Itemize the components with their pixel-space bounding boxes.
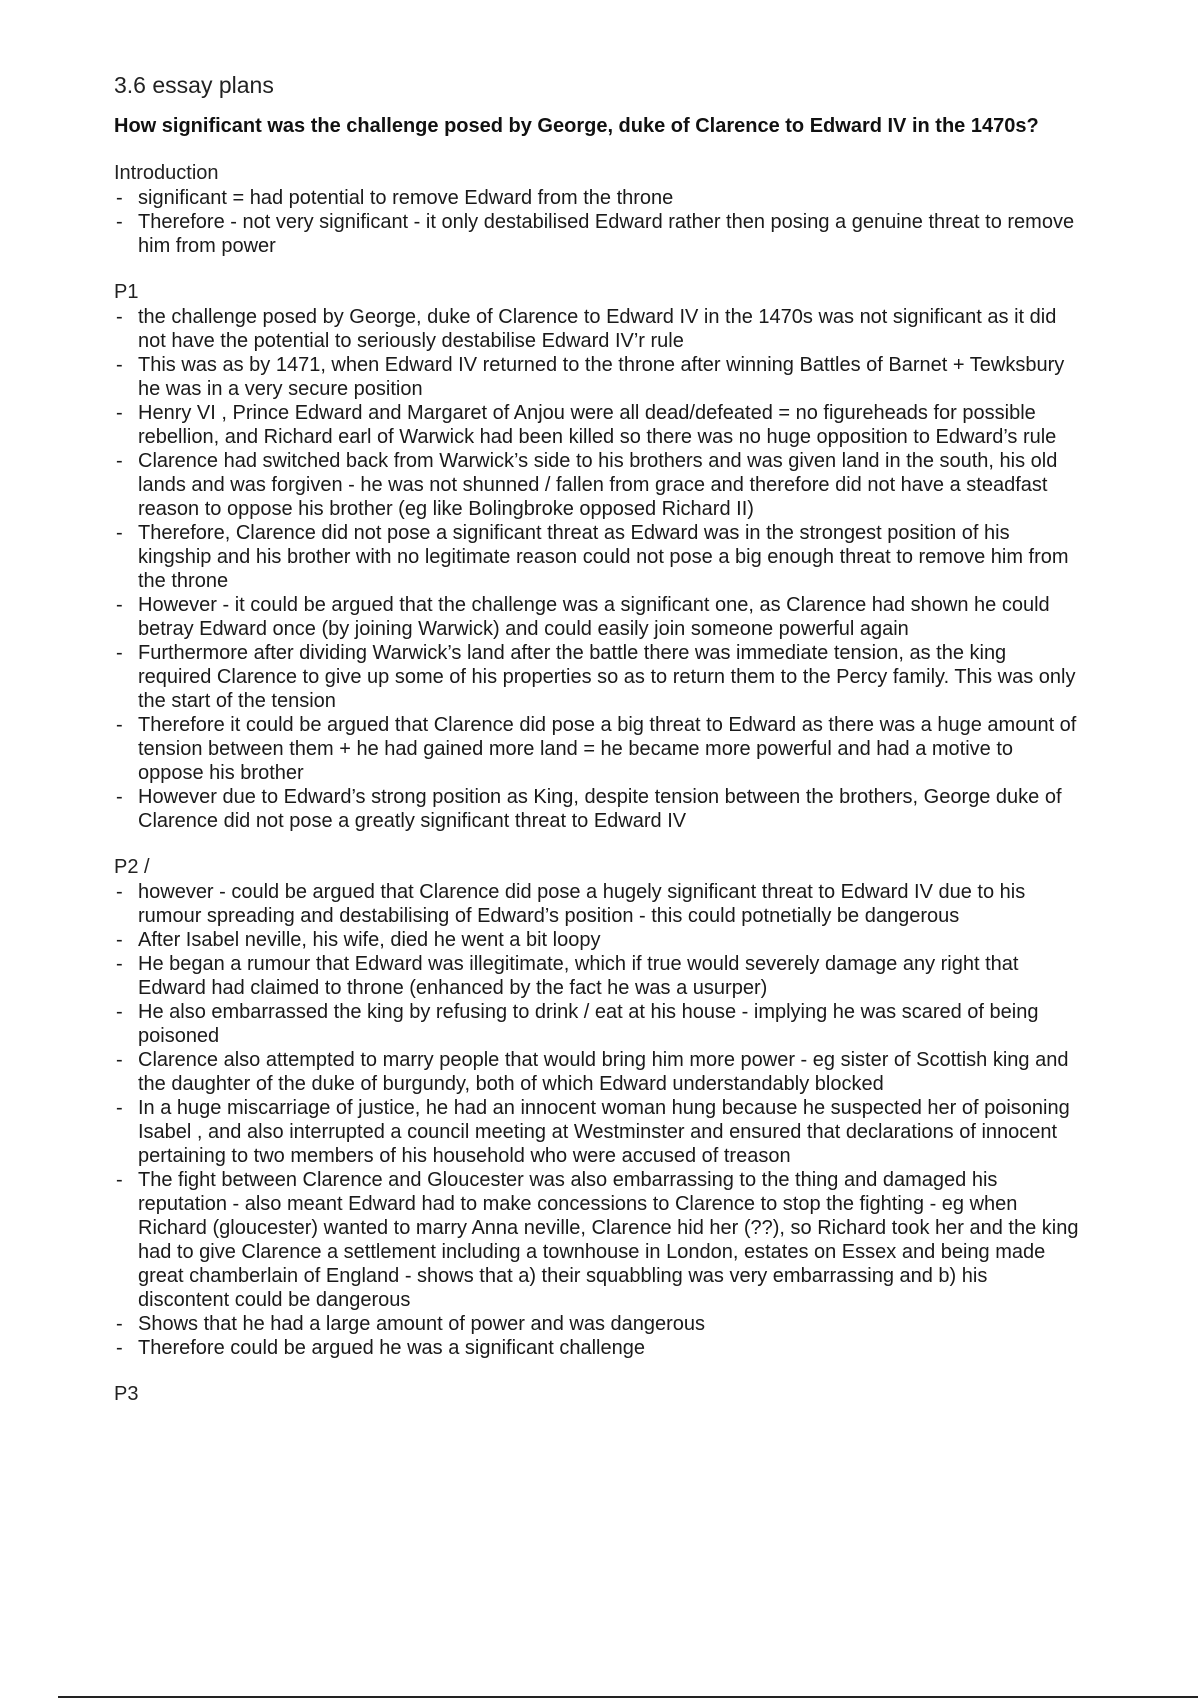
bullet-item: [114, 1312, 1084, 1336]
essay-sections: [114, 161, 1084, 1407]
bullet-text: After Isabel neville, his wife, died he went a bit loopy: [138, 929, 601, 951]
bullet-dash-icon: -: [116, 929, 123, 951]
bullet-list: [114, 186, 1084, 258]
bullet-text: however - could be argued that Clarence did pose a hugely significant threat to Edward IV due to his rumour spreading and destabilising of Edward’s position - this could potnetially be dangerous: [138, 881, 1026, 927]
bullet-text: Therefore, Clarence did not pose a significant threat as Edward was in the strongest position of his kingship and his brother with no legitimate reason could not pose a big enough threat to remove him from the throne: [138, 522, 1069, 592]
section-heading: P3: [114, 1383, 139, 1405]
bullet-dash-icon: -: [116, 450, 123, 472]
bullet-dash-icon: -: [116, 881, 123, 903]
bullet-item: [114, 401, 1084, 449]
bullet-dash-icon: -: [116, 354, 123, 376]
bullet-item: [114, 593, 1084, 641]
essay-question: How significant was the challenge posed by George, duke of Clarence to Edward IV in the 1470s?: [114, 115, 1039, 137]
footer-divider: [58, 1696, 1198, 1698]
bullet-item: [114, 521, 1084, 593]
bullet-dash-icon: -: [116, 306, 123, 328]
bullet-item: [114, 305, 1084, 353]
bullet-item: [114, 880, 1084, 928]
bullet-dash-icon: -: [116, 1313, 123, 1335]
bullet-text: This was as by 1471, when Edward IV returned to the throne after winning Battles of Barnet + Tewksbury he was in a very secure position: [138, 354, 1065, 400]
bullet-list: [114, 305, 1084, 833]
bullet-item: [114, 353, 1084, 401]
bullet-dash-icon: -: [116, 1001, 123, 1023]
bullet-text: The fight between Clarence and Gloucester was also embarrassing to the thing and damaged his reputation - also meant Edward had to make concessions to Clarence to stop the fighting - eg when Richard (gloucester) wanted to marry Anna neville, Clarence hid her (??), so Richard took her and the king had to give Clarence a settlement including a townhouse in London, estates on Essex and being made great chamberlain of England - shows that a) their squabbling was very embarrassing and b) his discontent could be dangerous: [138, 1169, 1079, 1311]
bullet-item: [114, 210, 1084, 258]
bullet-text: Therefore it could be argued that Clarence did pose a big threat to Edward as there was a huge amount of tension between them + he had gained more land = he became more powerful and had a motive to oppose his brother: [138, 714, 1077, 784]
bullet-text: In a huge miscarriage of justice, he had an innocent woman hung because he suspected her of poisoning Isabel , and also interrupted a council meeting at Westminster and ensured that declarations of innocent pertaining to two members of his household who were accused of treason: [138, 1097, 1070, 1167]
bullet-dash-icon: -: [116, 953, 123, 975]
bullet-item: [114, 952, 1084, 1000]
bullet-item: [114, 1048, 1084, 1096]
bullet-item: [114, 1168, 1084, 1312]
bullet-dash-icon: -: [116, 594, 123, 616]
essay-section: [114, 280, 1084, 833]
bullet-dash-icon: -: [116, 187, 123, 209]
bullet-item: [114, 186, 1084, 210]
bullet-list: [114, 880, 1084, 1360]
essay-section: [114, 161, 1084, 258]
bullet-text: However due to Edward’s strong position as King, despite tension between the brothers, George duke of Clarence did not pose a greatly significant threat to Edward IV: [138, 786, 1062, 832]
bullet-dash-icon: -: [116, 714, 123, 736]
document-body: [114, 70, 1084, 1429]
essay-section: [114, 1382, 1084, 1407]
bullet-item: [114, 785, 1084, 833]
bullet-dash-icon: -: [116, 1049, 123, 1071]
bullet-dash-icon: -: [116, 1169, 123, 1191]
bullet-text: Therefore could be argued he was a significant challenge: [138, 1337, 645, 1359]
bullet-text: significant = had potential to remove Edward from the throne: [138, 187, 674, 209]
section-heading: P2 /: [114, 856, 150, 878]
bullet-item: [114, 1336, 1084, 1360]
bullet-dash-icon: -: [116, 211, 123, 233]
bullet-text: Shows that he had a large amount of power and was dangerous: [138, 1313, 706, 1335]
bullet-text: Therefore - not very significant - it only destabilised Edward rather then posing a genuine threat to remove him from power: [138, 211, 1075, 257]
bullet-text: Clarence also attempted to marry people that would bring him more power - eg sister of Scottish king and the daughter of the duke of burgundy, both of which Edward understandably blocked: [138, 1049, 1069, 1095]
bullet-dash-icon: -: [116, 642, 123, 664]
bullet-dash-icon: -: [116, 522, 123, 544]
bullet-text: He also embarrassed the king by refusing to drink / eat at his house - implying he was scared of being poisoned: [138, 1001, 1039, 1047]
document-title: 3.6 essay plans: [114, 72, 274, 98]
bullet-text: the challenge posed by George, duke of Clarence to Edward IV in the 1470s was not significant as it did not have the potential to seriously destabilise Edward IV’r rule: [138, 306, 1057, 352]
bullet-dash-icon: -: [116, 1337, 123, 1359]
bullet-item: [114, 1096, 1084, 1168]
bullet-item: [114, 928, 1084, 952]
bullet-text: Clarence had switched back from Warwick’s side to his brothers and was given land in the south, his old lands and was forgiven - he was not shunned / fallen from grace and therefore did not have a steadfast reason to oppose his brother (eg like Bolingbroke opposed Richard II): [138, 450, 1058, 520]
bullet-dash-icon: -: [116, 1097, 123, 1119]
bullet-item: [114, 1000, 1084, 1048]
bullet-item: [114, 449, 1084, 521]
essay-section: [114, 855, 1084, 1360]
bullet-text: Furthermore after dividing Warwick’s land after the battle there was immediate tension, as the king required Clarence to give up some of his properties so as to return them to the Percy family. This was only the start of the tension: [138, 642, 1076, 712]
bullet-dash-icon: -: [116, 402, 123, 424]
section-heading: P1: [114, 281, 139, 303]
bullet-text: He began a rumour that Edward was illegitimate, which if true would severely damage any right that Edward had claimed to throne (enhanced by the fact he was a usurper): [138, 953, 1019, 999]
bullet-item: [114, 641, 1084, 713]
bullet-item: [114, 713, 1084, 785]
bullet-text: Henry VI , Prince Edward and Margaret of Anjou were all dead/defeated = no figureheads for possible rebellion, and Richard earl of Warwick had been killed so there was no huge opposition to Edward’s rule: [138, 402, 1057, 448]
section-heading: Introduction: [114, 162, 219, 184]
bullet-text: However - it could be argued that the challenge was a significant one, as Clarence had shown he could betray Edward once (by joining Warwick) and could easily join someone powerful again: [138, 594, 1050, 640]
bullet-dash-icon: -: [116, 786, 123, 808]
